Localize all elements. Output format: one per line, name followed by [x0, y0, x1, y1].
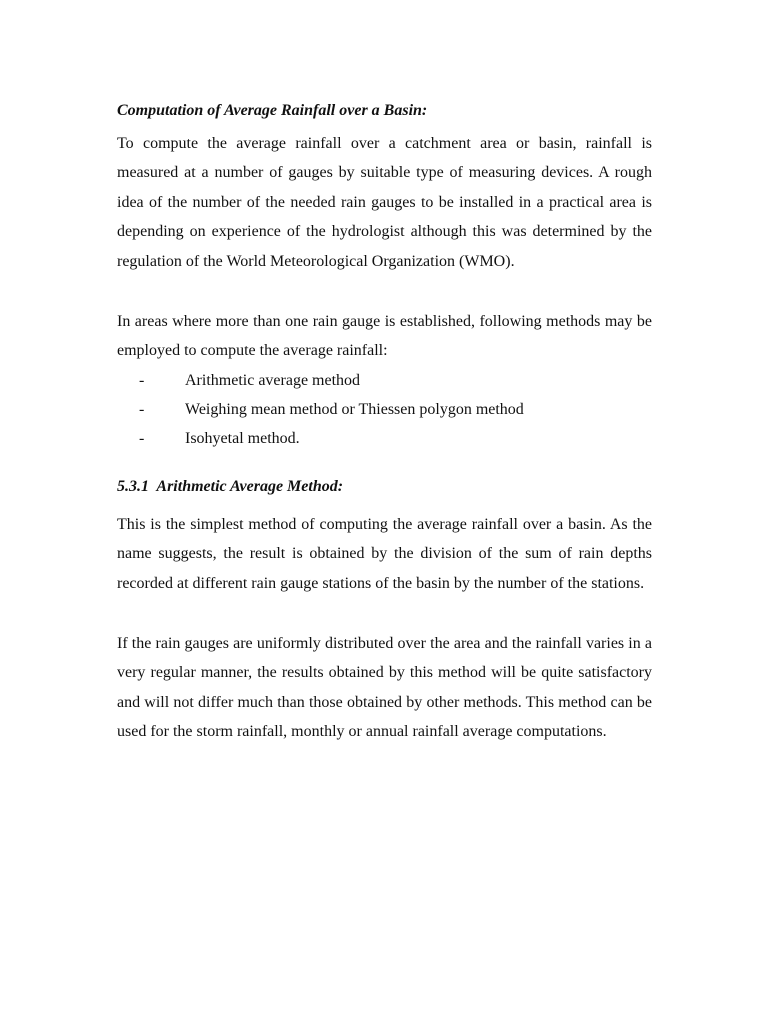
list-item — [117, 395, 652, 424]
arithmetic-method-paragraph: This is the simplest method of computing the average rainfall over a basin. As the name suggests, the result is obtained by the division of the sum of rain depths recorded at different rain gauge stations of the basin by the number of the stations. — [117, 515, 652, 592]
list-bullet: - — [139, 400, 145, 418]
intro-paragraph: To compute the average rainfall over a catchment area or basin, rainfall is measured at a number of gauges by suitable type of measuring devices. A rough idea of the number of the needed rain gauges to be installed in a practical area is depending on experience of the hydrologist although this was determined by the regulation of the World Meteorological Organization (WMO). — [117, 135, 652, 270]
main-heading: Computation of Average Rainfall over a Basin: — [117, 102, 428, 119]
list-item — [117, 424, 652, 453]
list-bullet: - — [139, 429, 145, 447]
list-item-text: Weighing mean method or Thiessen polygon method — [185, 400, 524, 418]
methods-list — [117, 366, 652, 453]
methods-intro-paragraph: In areas where more than one rain gauge is established, following methods may be employed to compute the average rainfall: — [117, 313, 652, 360]
list-item-text: Arithmetic average method — [185, 371, 361, 389]
section-heading: 5.3.1 Arithmetic Average Method: — [117, 477, 344, 495]
list-item — [117, 366, 652, 395]
list-item-text: Isohyetal method. — [185, 429, 300, 447]
document-body — [117, 99, 652, 747]
list-bullet: - — [139, 371, 145, 389]
uniform-distribution-paragraph: If the rain gauges are uniformly distributed over the area and the rainfall varies in a very regular manner, the results obtained by this method will be quite satisfactory and will not differ much than those obtained by other methods. This method can be used for the storm rainfall, monthly or annual rainfall average computations. — [117, 635, 652, 741]
